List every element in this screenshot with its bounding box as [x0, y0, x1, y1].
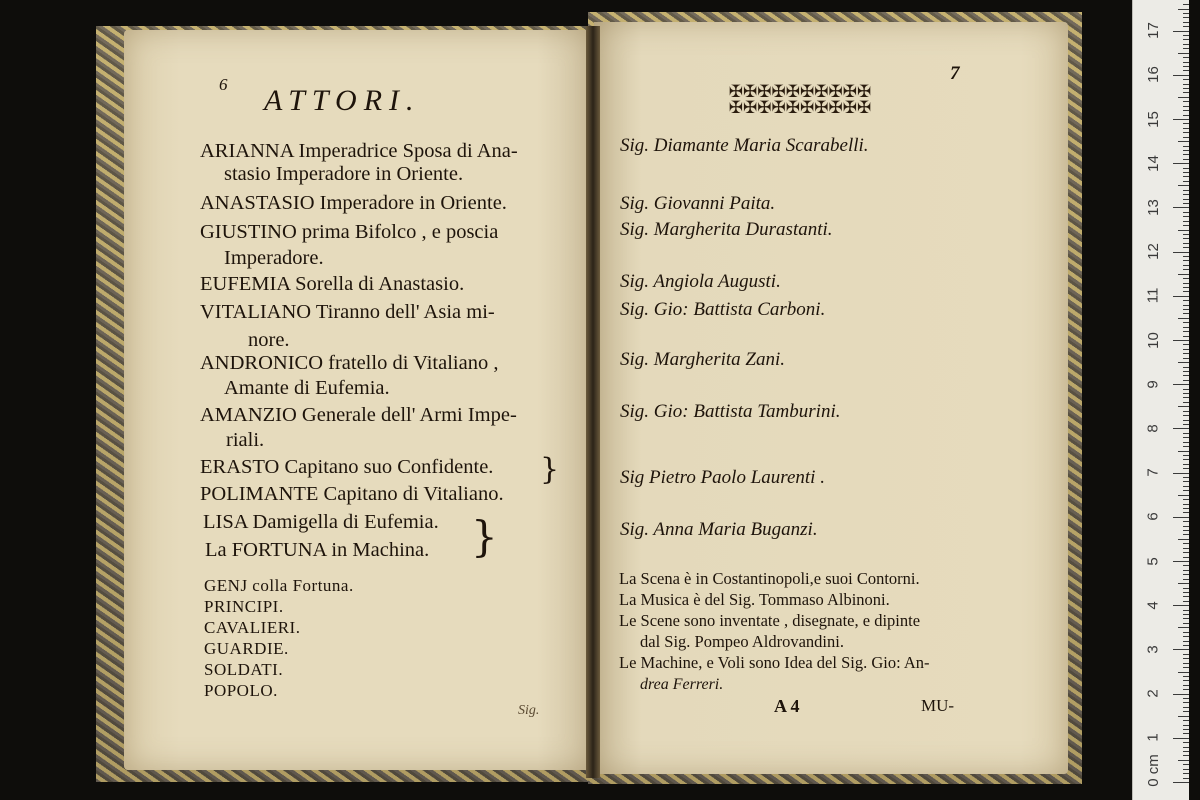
- ruler-tick: [1183, 146, 1189, 147]
- ornament-row: ✠✠✠✠✠✠✠✠✠✠: [728, 82, 872, 101]
- ruler-tick: [1178, 716, 1189, 717]
- ruler-tick: [1183, 557, 1189, 558]
- ruler-tick: [1183, 512, 1189, 513]
- ruler-label: 5: [1144, 556, 1162, 566]
- cast-line: ARIANNA Imperadrice Sposa di Ana-: [200, 140, 518, 162]
- ruler-tick: [1183, 225, 1189, 226]
- ruler-tick: [1178, 672, 1189, 673]
- ruler-tick: [1183, 190, 1189, 191]
- ruler-label: 2: [1144, 689, 1162, 698]
- ruler-tick: [1178, 362, 1189, 363]
- ruler-tick: [1183, 747, 1189, 748]
- singer-line: Sig. Gio: Battista Carboni.: [620, 299, 826, 320]
- ruler-tick: [1173, 738, 1189, 739]
- ruler-tick: [1183, 442, 1189, 443]
- ruler-tick: [1183, 411, 1189, 412]
- cast-line: POLIMANTE Capitano di Vitaliano.: [200, 483, 504, 505]
- ruler-tick: [1183, 579, 1189, 580]
- ruler-tick: [1183, 685, 1189, 686]
- ruler-label: 7: [1144, 468, 1162, 477]
- ruler-tick: [1183, 238, 1189, 239]
- ruler-tick: [1183, 309, 1189, 310]
- ruler-tick: [1183, 66, 1189, 67]
- ruler-tick: [1183, 375, 1189, 376]
- ruler-tick: [1183, 389, 1189, 390]
- singer-line: Sig. Angiola Augusti.: [620, 271, 781, 292]
- ruler-tick: [1183, 70, 1189, 71]
- ruler-tick: [1183, 676, 1189, 677]
- ruler-tick: [1183, 521, 1189, 522]
- ruler-tick: [1183, 623, 1189, 624]
- note-line: Le Machine, e Voli sono Idea del Sig. Gio: An-: [619, 653, 930, 672]
- ruler-tick: [1183, 269, 1189, 270]
- ruler-tick: [1183, 543, 1189, 544]
- ruler-tick: [1183, 751, 1189, 752]
- ruler-tick: [1183, 300, 1189, 301]
- ruler-label: 3: [1144, 645, 1162, 654]
- cast-line: Amante di Eufemia.: [224, 377, 390, 399]
- extras-line: PRINCIPI.: [204, 597, 284, 616]
- ruler-tick: [1183, 459, 1189, 460]
- cast-line: riali.: [226, 429, 265, 451]
- ruler-tick: [1183, 17, 1189, 18]
- ruler-tick: [1173, 473, 1189, 474]
- ruler-tick: [1183, 477, 1189, 478]
- ruler-tick: [1183, 424, 1189, 425]
- singer-line: Sig. Gio: Battista Tamburini.: [620, 401, 841, 422]
- extras-line: SOLDATI.: [204, 660, 284, 679]
- left-catchword: Sig.: [518, 703, 540, 718]
- ruler-tick: [1183, 35, 1189, 36]
- ruler-tick: [1183, 455, 1189, 456]
- ruler-tick: [1183, 778, 1189, 779]
- ruler-tick: [1183, 552, 1189, 553]
- note-line: drea Ferreri.: [640, 676, 724, 693]
- ruler-tick: [1183, 641, 1189, 642]
- ruler-tick: [1183, 610, 1189, 611]
- ruler-tick: [1183, 415, 1189, 416]
- ruler-tick: [1183, 508, 1189, 509]
- ruler-tick: [1183, 481, 1189, 482]
- ruler-tick: [1183, 742, 1189, 743]
- ruler-tick: [1178, 141, 1189, 142]
- ruler-tick: [1178, 583, 1189, 584]
- ruler-tick: [1183, 287, 1189, 288]
- ruler-label: 15: [1144, 110, 1162, 128]
- ruler-tick: [1173, 296, 1189, 297]
- ruler-label: 8: [1144, 424, 1162, 433]
- ruler-label: 6: [1144, 512, 1162, 521]
- cast-line: Imperadore.: [224, 247, 324, 269]
- brace-icon: }: [540, 452, 560, 487]
- ruler-label: 4: [1144, 601, 1162, 610]
- ruler-tick: [1173, 119, 1189, 120]
- ruler-tick: [1183, 172, 1189, 173]
- ruler-tick: [1183, 203, 1189, 204]
- ruler-tick: [1183, 260, 1189, 261]
- ruler-tick: [1183, 588, 1189, 589]
- measurement-ruler: [1132, 0, 1189, 800]
- ruler-tick: [1183, 658, 1189, 659]
- ruler-tick: [1183, 733, 1189, 734]
- ruler-tick: [1173, 75, 1189, 76]
- ruler-label: 14: [1144, 154, 1162, 172]
- ruler-tick: [1183, 13, 1189, 14]
- ruler-tick: [1178, 274, 1189, 275]
- ruler-label: 1: [1144, 733, 1162, 742]
- ruler-tick: [1178, 539, 1189, 540]
- ruler-tick: [1173, 384, 1189, 385]
- ruler-tick: [1183, 380, 1189, 381]
- ruler-tick: [1183, 393, 1189, 394]
- ruler-tick: [1183, 159, 1189, 160]
- ruler-label: 16: [1144, 66, 1162, 84]
- ruler-tick: [1183, 22, 1189, 23]
- cast-line: ANASTASIO Imperadore in Oriente.: [200, 192, 507, 214]
- ruler-tick: [1178, 406, 1189, 407]
- ruler-tick: [1183, 601, 1189, 602]
- note-line: La Scena è in Costantinopoli,e suoi Contorni.: [619, 569, 920, 588]
- cast-line: GIUSTINO prima Bifolco , e poscia: [200, 221, 499, 243]
- ruler-tick: [1183, 711, 1189, 712]
- ruler-tick: [1183, 221, 1189, 222]
- ruler-label: 17: [1144, 22, 1162, 39]
- right-page-number: 7: [950, 63, 960, 84]
- extras-line: POPOLO.: [204, 681, 278, 700]
- ruler-tick: [1183, 618, 1189, 619]
- ruler-tick: [1183, 636, 1189, 637]
- singer-line: Sig. Giovanni Paita.: [620, 193, 776, 214]
- ruler-tick: [1183, 486, 1189, 487]
- ruler-tick: [1183, 464, 1189, 465]
- ruler-tick: [1183, 336, 1189, 337]
- ruler-tick: [1173, 517, 1189, 518]
- ruler-tick: [1183, 367, 1189, 368]
- ruler-tick: [1183, 327, 1189, 328]
- ruler-tick: [1178, 230, 1189, 231]
- ruler-tick: [1183, 371, 1189, 372]
- ruler-tick: [1183, 574, 1189, 575]
- ruler-tick: [1183, 720, 1189, 721]
- cast-heading: ATTORI.: [264, 84, 421, 117]
- ruler-tick: [1183, 212, 1189, 213]
- ruler-tick: [1183, 181, 1189, 182]
- ruler-tick: [1183, 39, 1189, 40]
- ruler-tick: [1183, 88, 1189, 89]
- ruler-tick: [1183, 234, 1189, 235]
- ruler-tick: [1183, 592, 1189, 593]
- cast-line: LISA Damigella di Eufemia.: [203, 511, 439, 533]
- ruler-tick: [1183, 123, 1189, 124]
- ruler-tick: [1173, 340, 1189, 341]
- ruler-tick: [1183, 353, 1189, 354]
- singer-line: Sig. Anna Maria Buganzi.: [620, 519, 818, 540]
- book-gutter: [586, 26, 600, 778]
- ruler-tick: [1183, 247, 1189, 248]
- ruler-tick: [1178, 451, 1189, 452]
- ruler-tick: [1183, 265, 1189, 266]
- ruler-tick: [1183, 84, 1189, 85]
- ruler-tick: [1183, 106, 1189, 107]
- ruler-tick: [1183, 278, 1189, 279]
- ruler-tick: [1183, 57, 1189, 58]
- ruler-tick: [1178, 53, 1189, 54]
- ruler-tick: [1183, 115, 1189, 116]
- ruler-tick: [1178, 185, 1189, 186]
- ruler-tick: [1183, 548, 1189, 549]
- ruler-tick: [1183, 349, 1189, 350]
- ruler-tick: [1183, 79, 1189, 80]
- cast-line: EUFEMIA Sorella di Anastasio.: [200, 273, 465, 295]
- ruler-tick: [1183, 397, 1189, 398]
- ruler-tick: [1183, 62, 1189, 63]
- cast-line: ERASTO Capitano suo Confidente.: [200, 456, 494, 478]
- ruler-tick: [1178, 97, 1189, 98]
- ruler-tick: [1183, 565, 1189, 566]
- ruler-tick: [1183, 168, 1189, 169]
- extras-line: CAVALIERI.: [204, 618, 301, 637]
- ruler-tick: [1173, 252, 1189, 253]
- ruler-tick: [1183, 137, 1189, 138]
- extras-line: GENJ colla Fortuna.: [204, 576, 354, 595]
- ruler-tick: [1183, 446, 1189, 447]
- ruler-tick: [1183, 199, 1189, 200]
- ruler-tick: [1178, 495, 1189, 496]
- ornament-row: ✠✠✠✠✠✠✠✠✠✠: [728, 98, 872, 117]
- ruler-tick: [1183, 256, 1189, 257]
- ruler-tick: [1183, 344, 1189, 345]
- ruler-label: 13: [1144, 199, 1162, 216]
- ruler-tick: [1173, 694, 1189, 695]
- ruler-label: 12: [1144, 243, 1162, 260]
- ruler-tick: [1183, 132, 1189, 133]
- ruler-tick: [1183, 437, 1189, 438]
- ruler-tick: [1183, 645, 1189, 646]
- singer-line: Sig. Margherita Durastanti.: [620, 219, 833, 240]
- ruler-tick: [1183, 110, 1189, 111]
- cast-line: VITALIANO Tiranno dell' Asia mi-: [200, 301, 495, 323]
- right-catchword: MU-: [921, 696, 955, 715]
- singer-line: Sig. Margherita Zani.: [620, 349, 786, 370]
- singer-line: Sig Pietro Paolo Laurenti .: [620, 467, 825, 488]
- ruler-tick: [1183, 499, 1189, 500]
- ruler-tick: [1178, 760, 1189, 761]
- brace-icon: }: [471, 512, 498, 561]
- ruler-tick: [1173, 782, 1189, 783]
- ruler-label: 9: [1144, 380, 1162, 389]
- ruler-tick: [1183, 331, 1189, 332]
- ruler-tick: [1183, 154, 1189, 155]
- ruler-tick: [1183, 667, 1189, 668]
- ruler-tick: [1183, 663, 1189, 664]
- ruler-tick: [1183, 305, 1189, 306]
- ruler-tick: [1183, 150, 1189, 151]
- ruler-tick: [1183, 44, 1189, 45]
- ruler-tick: [1183, 243, 1189, 244]
- ruler-tick: [1183, 4, 1189, 5]
- ruler-tick: [1173, 561, 1189, 562]
- ruler-label: 10: [1144, 331, 1162, 349]
- ruler-tick: [1183, 48, 1189, 49]
- ruler-tick: [1183, 755, 1189, 756]
- ruler-tick: [1183, 468, 1189, 469]
- ruler-tick: [1183, 26, 1189, 27]
- ruler-tick: [1173, 428, 1189, 429]
- ruler-tick: [1173, 163, 1189, 164]
- ruler-tick: [1173, 31, 1189, 32]
- ruler-tick: [1183, 729, 1189, 730]
- ruler-tick: [1173, 207, 1189, 208]
- ruler-tick: [1183, 216, 1189, 217]
- ornament-band: [684, 84, 916, 118]
- ruler-tick: [1183, 530, 1189, 531]
- cast-line: stasio Imperadore in Oriente.: [224, 163, 464, 185]
- ruler-tick: [1183, 596, 1189, 597]
- note-line: Le Scene sono inventate , disegnate, e dipinte: [619, 611, 921, 630]
- ruler-tick: [1183, 632, 1189, 633]
- ruler-tick: [1183, 773, 1189, 774]
- cast-line: ANDRONICO fratello di Vitaliano ,: [200, 352, 499, 374]
- ruler-tick: [1183, 570, 1189, 571]
- ruler-label: 0 cm: [1144, 753, 1162, 787]
- ruler-tick: [1183, 358, 1189, 359]
- ruler-tick: [1183, 433, 1189, 434]
- ruler-tick: [1183, 614, 1189, 615]
- ruler-tick: [1183, 128, 1189, 129]
- ruler-tick: [1183, 689, 1189, 690]
- note-line: dal Sig. Pompeo Aldrovandini.: [640, 632, 844, 651]
- ruler-tick: [1183, 313, 1189, 314]
- ruler-tick: [1183, 504, 1189, 505]
- cast-line: La FORTUNA in Machina.: [205, 539, 430, 561]
- extras-line: GUARDIE.: [204, 639, 289, 658]
- ruler-tick: [1183, 283, 1189, 284]
- ruler-tick: [1183, 176, 1189, 177]
- ruler-tick: [1183, 702, 1189, 703]
- ruler-tick: [1183, 101, 1189, 102]
- cast-line: AMANZIO Generale dell' Armi Impe-: [200, 404, 517, 426]
- ruler-tick: [1173, 649, 1189, 650]
- ruler-tick: [1178, 318, 1189, 319]
- ruler-label: 11: [1144, 288, 1162, 304]
- ruler-tick: [1183, 291, 1189, 292]
- ruler-tick: [1178, 9, 1189, 10]
- ruler-tick: [1183, 490, 1189, 491]
- ruler-tick: [1183, 534, 1189, 535]
- singer-line: Sig. Diamante Maria Scarabelli.: [620, 135, 869, 156]
- ruler-tick: [1183, 725, 1189, 726]
- ruler-tick: [1183, 526, 1189, 527]
- ruler-tick: [1183, 680, 1189, 681]
- ruler-tick: [1183, 769, 1189, 770]
- ruler-tick: [1183, 322, 1189, 323]
- ruler-tick: [1183, 698, 1189, 699]
- cast-line: nore.: [248, 329, 290, 351]
- ruler-tick: [1183, 402, 1189, 403]
- ruler-tick: [1183, 92, 1189, 93]
- note-line: La Musica è del Sig. Tommaso Albinoni.: [619, 590, 890, 609]
- ruler-tick: [1183, 420, 1189, 421]
- ruler-tick: [1183, 194, 1189, 195]
- ruler-tick: [1183, 654, 1189, 655]
- ruler-tick: [1173, 605, 1189, 606]
- ruler-tick: [1183, 764, 1189, 765]
- signature-mark: A 4: [774, 696, 800, 716]
- left-page-number: 6: [219, 75, 228, 94]
- ruler-tick: [1178, 627, 1189, 628]
- ruler-tick: [1183, 707, 1189, 708]
